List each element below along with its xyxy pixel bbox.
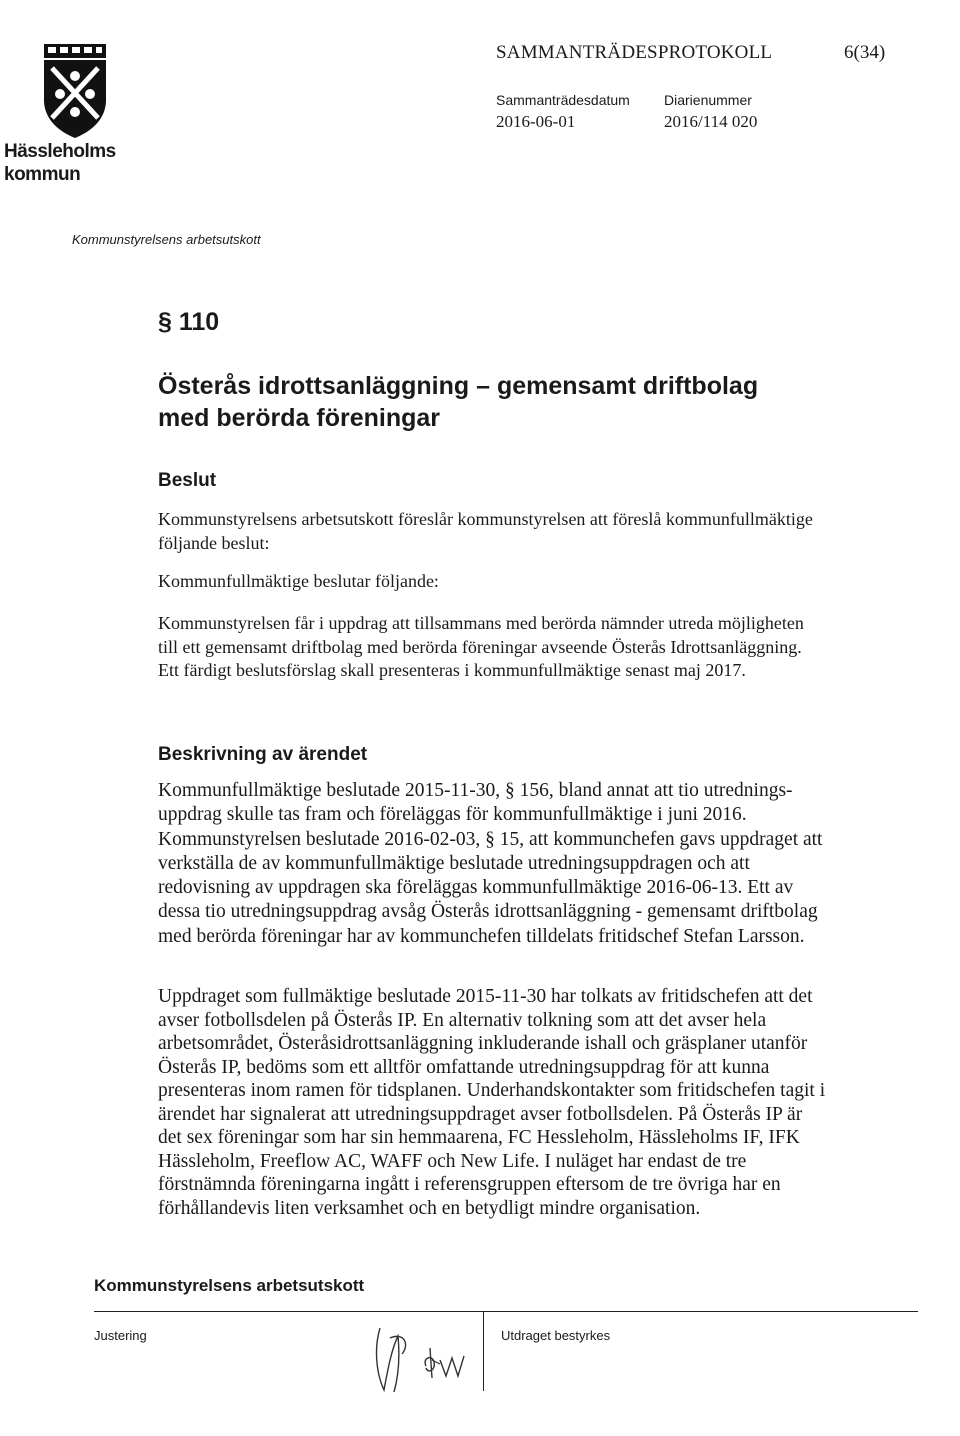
item-title: Österås idrottsanläggning – gemensamt driftbolag med berörda föreningar	[158, 372, 759, 432]
description-heading: Beskrivning av ärendet	[158, 744, 368, 765]
page-number: 6(34)	[844, 42, 886, 63]
handwritten-signature	[360, 1318, 490, 1398]
registry-number: 2016/114 020	[664, 112, 758, 131]
decision-heading: Beslut	[158, 470, 217, 491]
description-paragraph-2: Uppdraget som fullmäktige beslutade 2015-11-30 har tolkats av fritidschefen att det avser fotbollsdelen på Österås IP. En alternativ tolkning som att det avser hela arbetsområdet, Österåsidrottsanläggning inkluderande ishall och gräsplaner utanför Österås IP, bedöms som ett alltför omfattande utredningsuppdrag för att kunna presenteras inom ramen för tidsplanen. Underhandskontakter som fritidschefen tagit i ärendet har signalerat att utredningsuppdraget avser fotbollsdelen. På Österås IP är det sex föreningar som har sin hemmaarena, FC Hessleholm, Hässleholms IF, IFK Hässleholm, Freeflow AC, WAFF och New Life. I nuläget har endast de tre förstnämnda föreningarna ingått i referensgruppen eftersom de tre övriga har en förhållandevis liten verksamhet och en betydligt mindre organisation.	[158, 986, 826, 1219]
department-header: Kommunstyrelsens arbetsutskott	[72, 232, 261, 247]
certified-extract-label: Utdraget bestyrkes	[501, 1328, 611, 1343]
justering-label: Justering	[94, 1328, 147, 1343]
decision-paragraph-2: Kommunfullmäktige beslutar följande:	[158, 571, 439, 591]
footer-divider	[94, 1311, 918, 1312]
document-type: SAMMANTRÄDESPROTOKOLL	[496, 42, 773, 63]
decision-paragraph-1: Kommunstyrelsens arbetsutskott föreslår kommunstyrelsen att föreslå kommunfullmäktige följande beslut:	[158, 509, 813, 553]
paragraph-number: § 110	[158, 308, 220, 336]
decision-paragraph-3: Kommunstyrelsen får i uppdrag att tillsammans med berörda nämnder utreda möjligheten till ett gemensamt driftbolag med berörda föreningar avseende Österås Idrottsanläggning. Ett färdigt beslutsförslag skall presenteras i kommunfullmäktige senast maj 2017.	[158, 613, 804, 680]
registry-label: Diarienummer	[664, 92, 752, 108]
municipality-name: Hässleholms kommun	[4, 141, 116, 185]
coat-of-arms-icon	[40, 40, 110, 140]
meeting-date-label: Sammanträdesdatum	[496, 92, 630, 108]
footer-department: Kommunstyrelsens arbetsutskott	[94, 1276, 365, 1295]
meeting-date: 2016-06-01	[496, 112, 576, 131]
description-paragraph-1: Kommunfullmäktige beslutade 2015-11-30, § 156, bland annat att tio utredningsuppdrag skulle tas fram och föreläggas för kommunfullmäktige i juni 2016. Kommunstyrelsen beslutade 2016-02-03, § 15, att kommunchefen gavs uppdraget att verkställa de av kommunfullmäktige beslutade utredningsuppdragen och att redovisning av uppdragen ska föreläggas kommunfullmäktige 2016-06-13. Ett av dessa tio utredningsuppdrag avsåg Österås idrottsanläggning - gemensamt driftbolag med berörda föreningar har av kommunchefen tilldelats fritidschef Stefan Larsson.	[158, 780, 823, 947]
